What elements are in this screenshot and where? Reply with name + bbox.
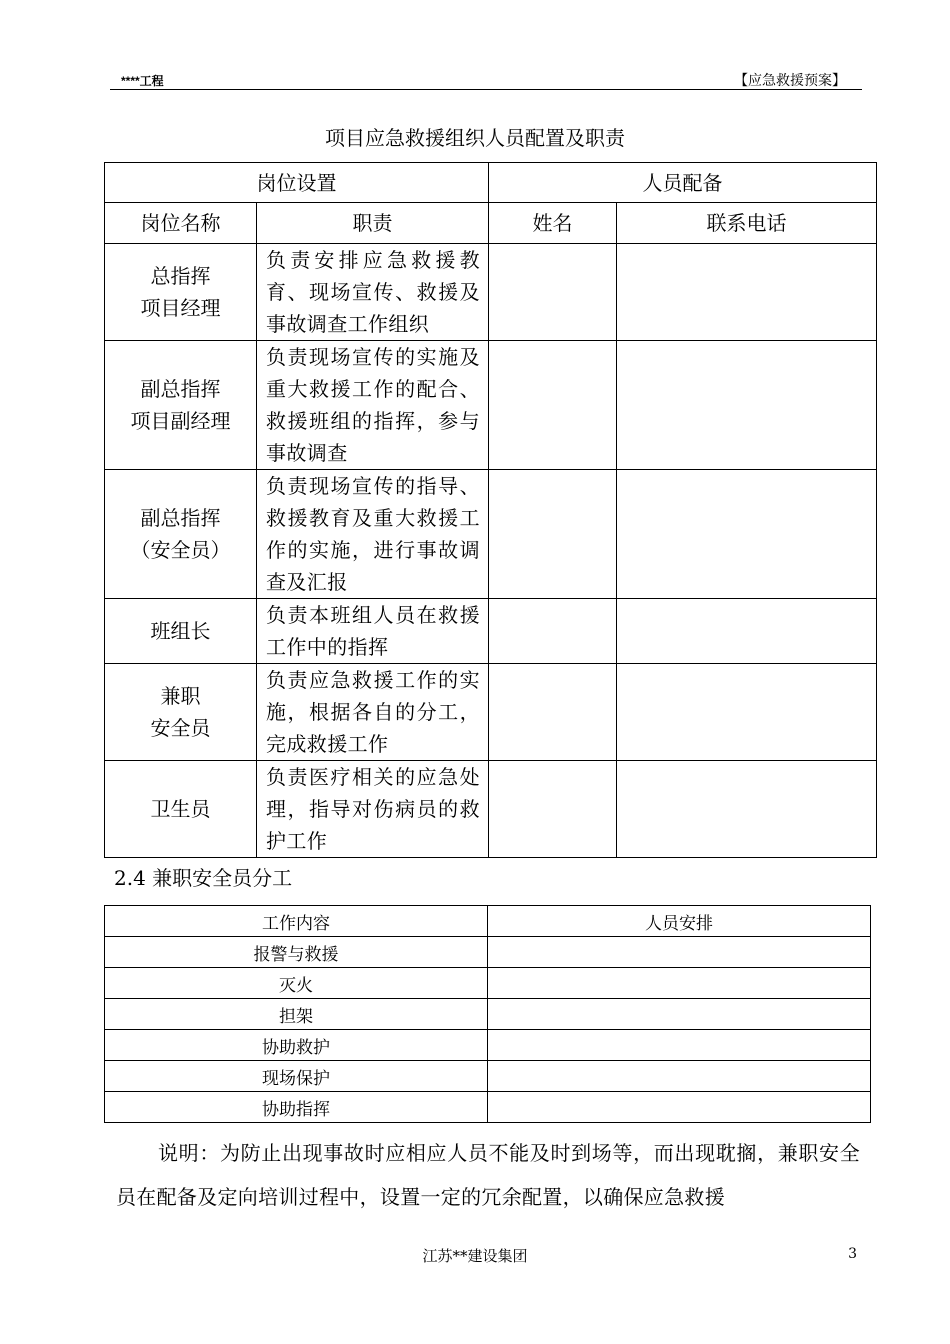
role-line: 安全员 bbox=[150, 716, 211, 740]
role-line: 副总指挥 bbox=[140, 377, 221, 401]
role-line: 班组长 bbox=[150, 619, 211, 643]
group-header-position: 岗位设置 bbox=[105, 163, 489, 203]
assignment-cell bbox=[488, 937, 871, 968]
staff-config-table bbox=[104, 162, 877, 858]
task-cell: 现场保护 bbox=[105, 1061, 488, 1092]
page-title: 项目应急救援组织人员配置及职责 bbox=[325, 126, 625, 150]
table-row bbox=[105, 937, 871, 968]
phone-cell bbox=[617, 664, 877, 761]
table-column-header-row bbox=[105, 203, 877, 244]
assignment-cell bbox=[488, 1061, 871, 1092]
role-line: （安全员） bbox=[130, 538, 231, 562]
assignment-cell bbox=[488, 1030, 871, 1061]
table-row bbox=[105, 664, 877, 761]
phone-cell bbox=[617, 470, 877, 599]
task-cell: 担架 bbox=[105, 999, 488, 1030]
column-header-task: 工作内容 bbox=[105, 906, 488, 937]
column-header-name: 姓名 bbox=[489, 203, 617, 244]
role-line: 总指挥 bbox=[150, 264, 211, 288]
task-cell: 灭火 bbox=[105, 968, 488, 999]
task-cell: 报警与救援 bbox=[105, 937, 488, 968]
duty-cell: 负责现场宣传的指导、救援教育及重大救援工作的实施，进行事故调查及汇报 bbox=[257, 470, 489, 599]
name-cell bbox=[489, 244, 617, 341]
column-header-assignment: 人员安排 bbox=[488, 906, 871, 937]
note-paragraph: 说明：为防止出现事故时应相应人员不能及时到场等，而出现耽搁，兼职安全员在配备及定向培训过程中，设置一定的冗余配置，以确保应急救援 bbox=[116, 1141, 860, 1209]
role-cell bbox=[105, 470, 257, 599]
phone-cell bbox=[617, 341, 877, 470]
page-number: 3 bbox=[848, 1246, 857, 1262]
assignment-cell bbox=[488, 1092, 871, 1123]
table-group-header-row bbox=[105, 163, 877, 203]
footer-company: 江苏**建设集团 bbox=[422, 1247, 528, 1265]
role-line: 项目副经理 bbox=[130, 409, 231, 433]
table-row bbox=[105, 1061, 871, 1092]
name-cell bbox=[489, 599, 617, 664]
table-row bbox=[105, 1030, 871, 1061]
role-cell bbox=[105, 599, 257, 664]
role-line: 项目经理 bbox=[140, 296, 221, 320]
duty-cell: 负责本班组人员在救援工作中的指挥 bbox=[257, 599, 489, 664]
table-row bbox=[105, 968, 871, 999]
task-cell: 协助救护 bbox=[105, 1030, 488, 1061]
phone-cell bbox=[617, 599, 877, 664]
column-header-phone: 联系电话 bbox=[617, 203, 877, 244]
header-document-type: 【应急救援预案】 bbox=[734, 73, 846, 89]
name-cell bbox=[489, 341, 617, 470]
header-project-name: ****工程 bbox=[121, 74, 164, 88]
table-row bbox=[105, 599, 877, 664]
name-cell bbox=[489, 470, 617, 599]
table-row bbox=[105, 470, 877, 599]
group-header-staffing: 人员配备 bbox=[489, 163, 877, 203]
name-cell bbox=[489, 761, 617, 858]
task-cell: 协助指挥 bbox=[105, 1092, 488, 1123]
phone-cell bbox=[617, 761, 877, 858]
table-row bbox=[105, 761, 877, 858]
table-column-header-row bbox=[105, 906, 871, 937]
duty-cell: 负责现场宣传的实施及重大救援工作的配合、救援班组的指挥，参与事故调查 bbox=[257, 341, 489, 470]
column-header-role: 岗位名称 bbox=[105, 203, 257, 244]
safety-officer-division-table bbox=[104, 905, 871, 1123]
duty-cell: 负责安排应急救援教育、现场宣传、救援及事故调查工作组织 bbox=[257, 244, 489, 341]
header-rule bbox=[110, 89, 862, 90]
role-line: 副总指挥 bbox=[140, 506, 221, 530]
name-cell bbox=[489, 664, 617, 761]
role-cell bbox=[105, 664, 257, 761]
duty-cell: 负责应急救援工作的实施，根据各自的分工，完成救援工作 bbox=[257, 664, 489, 761]
role-cell bbox=[105, 761, 257, 858]
table-row bbox=[105, 999, 871, 1030]
table-row bbox=[105, 1092, 871, 1123]
duty-cell: 负责医疗相关的应急处理，指导对伤病员的救护工作 bbox=[257, 761, 489, 858]
assignment-cell bbox=[488, 968, 871, 999]
role-cell bbox=[105, 244, 257, 341]
role-line: 兼职 bbox=[160, 684, 201, 708]
role-cell bbox=[105, 341, 257, 470]
table-row bbox=[105, 244, 877, 341]
role-line: 卫生员 bbox=[150, 797, 211, 821]
section-heading: 2.4 兼职安全员分工 bbox=[114, 866, 293, 890]
column-header-duty: 职责 bbox=[257, 203, 489, 244]
table-row bbox=[105, 341, 877, 470]
assignment-cell bbox=[488, 999, 871, 1030]
phone-cell bbox=[617, 244, 877, 341]
